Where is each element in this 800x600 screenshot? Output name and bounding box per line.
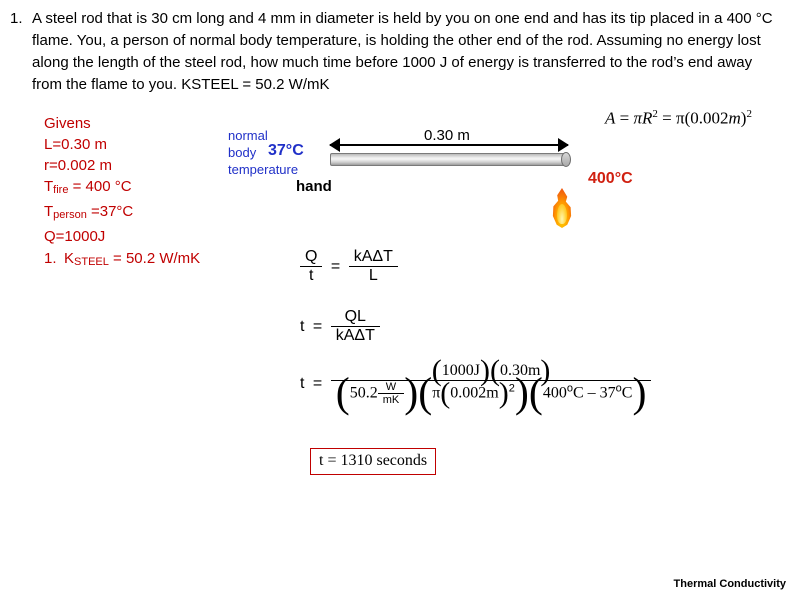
equation-heat-rate-lhs [300, 248, 322, 285]
body-temperature-caption-line1: normal [228, 128, 268, 143]
area-equation-close-paren: ) [740, 108, 747, 128]
final-answer: t = 1310 seconds [310, 448, 436, 475]
equation-heat-rate-equals: = [330, 257, 341, 275]
equation-time-symbolic-rhs-numerator: QL [344, 308, 366, 325]
given-radius: r=0.002 m [44, 157, 112, 174]
footer-label: Thermal Conductivity [673, 578, 786, 590]
paren-open-k: ( [335, 370, 350, 417]
given-conductivity-subscript: STEEL [74, 256, 109, 268]
area-equation-pi-r: πR [633, 108, 653, 128]
equation-heat-rate-rhs-denominator: L [349, 266, 398, 285]
denominator-conductivity-unit [378, 381, 405, 406]
given-fire-temperature-subscript: fire [53, 184, 69, 196]
numerator-length-value: 0.30m [499, 362, 541, 379]
given-length: L=0.30 m [44, 136, 107, 153]
denominator-conductivity-value: 50.2 [349, 384, 378, 402]
paren-close-l: ) [540, 353, 551, 387]
given-heat: Q=1000J [44, 228, 106, 245]
numerator-heat-value: 1000J [441, 362, 480, 379]
equation-time-symbolic [300, 308, 380, 345]
paren-open-radius: ( [440, 376, 451, 410]
paren-open-dt: ( [528, 370, 543, 417]
equation-heat-rate-lhs-numerator: Q [305, 248, 318, 265]
problem-statement [10, 8, 780, 96]
paren-open-q: ( [431, 353, 442, 387]
equation-time-symbolic-rhs [331, 308, 380, 345]
paren-close-k: ) [404, 370, 419, 417]
area-equation-m-exponent: 2 [746, 108, 752, 120]
given-person-temperature-symbol: T [44, 203, 54, 220]
dimension-line [330, 144, 568, 146]
arrow-left-icon [329, 138, 340, 152]
equation-heat-rate [300, 248, 398, 285]
denominator-radius-value: 0.002m [450, 384, 499, 402]
area-equation-lhs: A [605, 108, 616, 128]
steel-rod-tip [561, 152, 571, 167]
equation-heat-rate-lhs-denominator: t [300, 266, 322, 285]
steel-rod [330, 153, 568, 166]
area-equation-r-exponent: 2 [652, 108, 658, 120]
equation-heat-rate-rhs [349, 248, 398, 285]
given-fire-temperature-symbol: T [44, 178, 54, 195]
arrow-right-icon [558, 138, 569, 152]
denominator-radius-exponent: 2 [508, 382, 515, 395]
paren-close-area: ) [514, 370, 529, 417]
paren-open-area: ( [418, 370, 433, 417]
equation-time-symbolic-equals: = [312, 317, 323, 335]
equation-time-numeric-numerator [331, 353, 652, 387]
equation-time-numeric [300, 353, 651, 417]
equation-time-symbolic-lhs: t [300, 317, 305, 335]
rod-length-dimension [330, 127, 568, 151]
rod-length-label: 0.30 m [418, 127, 476, 144]
given-conductivity-value: = 50.2 W/mK [108, 250, 201, 267]
hand-label: hand [296, 178, 332, 195]
given-conductivity-symbol: K [64, 250, 75, 267]
equation-time-symbolic-rhs-denominator: kAΔT [331, 326, 380, 345]
rod-diagram [0, 100, 800, 240]
denominator-cold-degree-icon: o [615, 382, 622, 395]
givens-title: Givens [44, 115, 91, 132]
denominator-hot-temperature-unit: C [572, 384, 584, 402]
area-equation-unit-m: m [728, 108, 741, 128]
area-equation [605, 108, 752, 129]
area-equation-equals-2: = [657, 108, 676, 128]
area-equation-equals-1: = [615, 108, 634, 128]
problem-text: A steel rod that is 30 cm long and 4 mm in diameter is held by you on one end and has its tip placed in a 400 °C flame. You, a person of normal body temperature, is holding the other end of the rod. Assuming no energy lost along the length of the steel rod, how much time before 1000 J of energy is transferred to the rod’s end away from the flame to you. KSTEEL = 50.2 W/mK [32, 10, 773, 93]
denominator-hot-temperature: 400 [542, 384, 567, 402]
denominator-minus-sign: – [583, 384, 600, 402]
given-person-temperature-value: =37°C [86, 203, 134, 220]
denominator-conductivity-unit-numerator: W [385, 381, 397, 393]
problem-number: 1. [10, 10, 23, 27]
denominator-hot-degree-icon: o [566, 382, 573, 395]
flame-temperature-value: 400°C [588, 170, 633, 187]
equation-time-numeric-equals: = [312, 375, 323, 392]
body-temperature-value: 37°C [268, 142, 304, 159]
paren-close-dt: ) [632, 370, 647, 417]
equation-heat-rate-rhs-numerator: kAΔT [353, 248, 393, 265]
flame-icon [548, 188, 576, 230]
area-equation-pi-value: π(0.002 [675, 108, 729, 128]
paren-close-q: ) [479, 353, 490, 387]
equation-time-numeric-lhs: t [300, 375, 305, 392]
given-fire-temperature-value: = 400 °C [68, 178, 132, 195]
given-conductivity [44, 248, 200, 273]
given-conductivity-number: 1. [44, 250, 57, 267]
denominator-cold-temperature: 37 [599, 384, 616, 402]
denominator-cold-temperature-unit: C [621, 384, 633, 402]
denominator-conductivity-unit-denominator: mK [378, 393, 405, 406]
denominator-pi-symbol: π [432, 384, 441, 402]
paren-open-l: ( [489, 353, 500, 387]
body-temperature-caption-line2: body [228, 145, 257, 160]
given-person-temperature-subscript: person [53, 209, 87, 221]
paren-close-radius: ) [498, 376, 509, 410]
equation-time-numeric-rhs [331, 353, 652, 417]
body-temperature-caption-line3: temperature [228, 162, 299, 177]
flame-inner-shape [557, 204, 567, 224]
